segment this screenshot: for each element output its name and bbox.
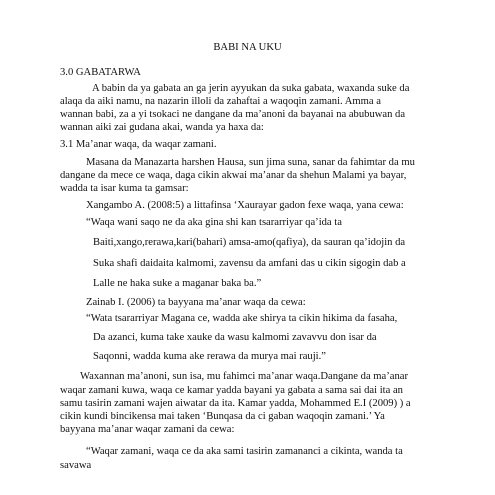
citation-line: Xangambo A. (2008:5) a littafinsa ‘Xaurayar gadon fexe waqa, yana cewa:: [86, 200, 404, 211]
block-quote-line: Baiti,xango,rerawa,kari(bahari) amsa-amo(qafiya), da sauran qa’idojin da: [93, 237, 406, 248]
block-quote-line: Suka shafi daidaita kalmomi, zavensu da amfani das u cikin sigogin dab a: [93, 258, 406, 269]
section-heading: 3.0 GABATARWA: [60, 67, 141, 78]
intro-line: alaqa da aiki namu, na nazarin illoli da zahaftai a waqoqin zamani. Amma a: [60, 96, 381, 107]
subsection-heading: 3.1 Ma’anar waqa, da waqar zamani.: [60, 139, 217, 150]
block-quote-line: “Waqa wani saqo ne da aka gina shi kan tsararriyar qa’ida ta: [86, 217, 342, 228]
chapter-title: BABI NA UKU: [213, 42, 282, 53]
block-quote-line: savawa: [60, 460, 92, 471]
intro-line: A babin da ya gabata an ga jerin ayyukan da suka gabata, waxanda suke da: [92, 83, 410, 94]
paragraph-line: wadda ta isar kuma ta gamsar:: [60, 183, 189, 194]
paragraph-line: dangane da mece ce waqa, daga cikin akwai ma’anar da shehun Malami ya bayar,: [60, 170, 407, 181]
block-quote-line: “Wata tsararriyar Magana ce, wadda ake shirya ta cikin hikima da fasaha,: [86, 313, 398, 324]
paragraph-line: Waxannan ma’anoni, sun isa, mu fahimci ma’anar waqa.Dangane da ma’anar: [80, 371, 409, 382]
paragraph-line: waqar zamani kuwa, waqa ce kamar yadda bayani ya gabata a sama sai dai ita an: [60, 385, 403, 396]
intro-line: wannan babi, za a yi tsokaci ne dangane da ma’anoni da bayanai na abubuwan da: [60, 109, 406, 120]
block-quote-line: Lalle ne haka suke a maganar baka ba.”: [93, 278, 262, 289]
paragraph-line: samu tasirin zamani wajen aiwatar da ita. Kamar yadda, Mohammed E.I (2009) ) a: [60, 398, 411, 409]
paragraph-line: bayyana ma’anar waqar zamani da cewa:: [60, 424, 235, 435]
citation-line: Zainab I. (2006) ta bayyana ma’anar waqa da cewa:: [86, 297, 306, 308]
block-quote-line: “Waqar zamani, waqa ce da aka sami tasirin zamananci a cikinta, wanda ta: [86, 446, 403, 457]
block-quote-line: Da azanci, kuma take xauke da wasu kalmomi zavavvu don isar da: [93, 332, 377, 343]
block-quote-line: Saqonni, wadda kuma ake rerawa da murya mai rauji.”: [93, 351, 326, 362]
paragraph-line: cikin kundi bincikensa mai taken ‘Bunqasa da ci gaban waqoqin zamani.’ Ya: [60, 411, 385, 422]
paragraph-line: Masana da Manazarta harshen Hausa, sun jima suna, sanar da fahimtar da mu: [86, 157, 415, 168]
intro-line: wannan aiki zai gudana akai, wanda ya haxa da:: [60, 122, 264, 133]
